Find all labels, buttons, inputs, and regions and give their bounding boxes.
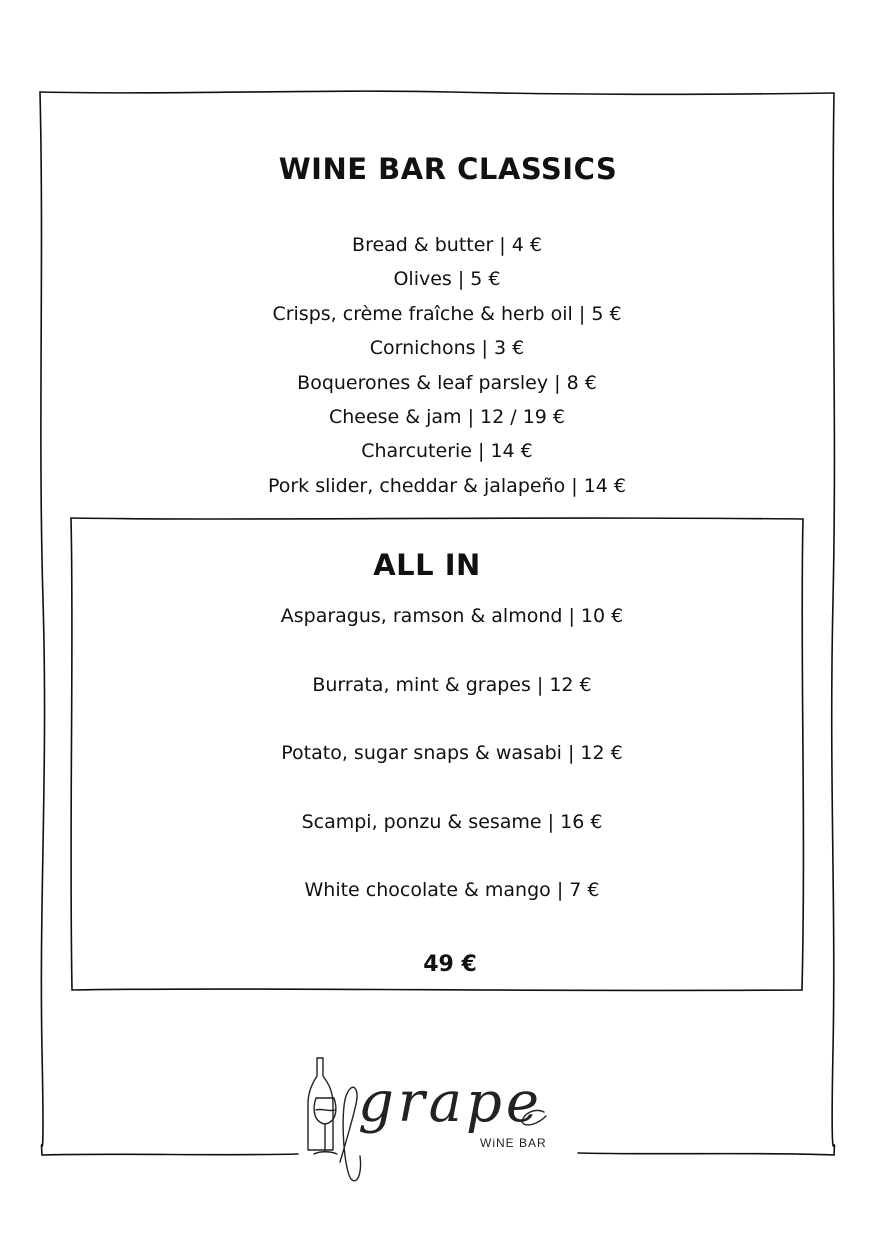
logo-subtitle: WiNE BAR: [480, 1136, 547, 1150]
all-in-price: 49 €: [423, 952, 477, 977]
list-item: Burrata, mint & grapes | 12 €: [312, 673, 592, 696]
classics-list: [0, 228, 874, 503]
list-item: Charcuterie | 14 €: [361, 440, 533, 463]
grape-wine-bar-logo: [300, 1052, 560, 1187]
all-in-list: [0, 598, 874, 941]
all-in-title: ALL IN: [373, 548, 481, 582]
list-item: Olives | 5 €: [393, 268, 501, 291]
list-item: Boquerones & leaf parsley | 8 €: [297, 371, 597, 394]
list-item: Cheese & jam | 12 / 19 €: [328, 405, 566, 428]
list-item: Pork slider, cheddar & jalapeño | 14 €: [267, 474, 627, 497]
logo-wordmark: grape: [358, 1070, 543, 1135]
list-item: Cornichons | 3 €: [369, 337, 525, 360]
classics-title: WINE BAR CLASSICS: [278, 152, 618, 186]
list-item: Crisps, crème fraîche & herb oil | 5 €: [272, 302, 622, 325]
list-item: Potato, sugar snaps & wasabi | 12 €: [281, 742, 623, 764]
list-item: White chocolate & mango | 7 €: [304, 879, 600, 901]
list-item: Asparagus, ramson & almond | 10 €: [280, 605, 624, 627]
list-item: Bread & butter | 4 €: [352, 234, 542, 256]
list-item: Scampi, ponzu & sesame | 16 €: [301, 810, 603, 833]
